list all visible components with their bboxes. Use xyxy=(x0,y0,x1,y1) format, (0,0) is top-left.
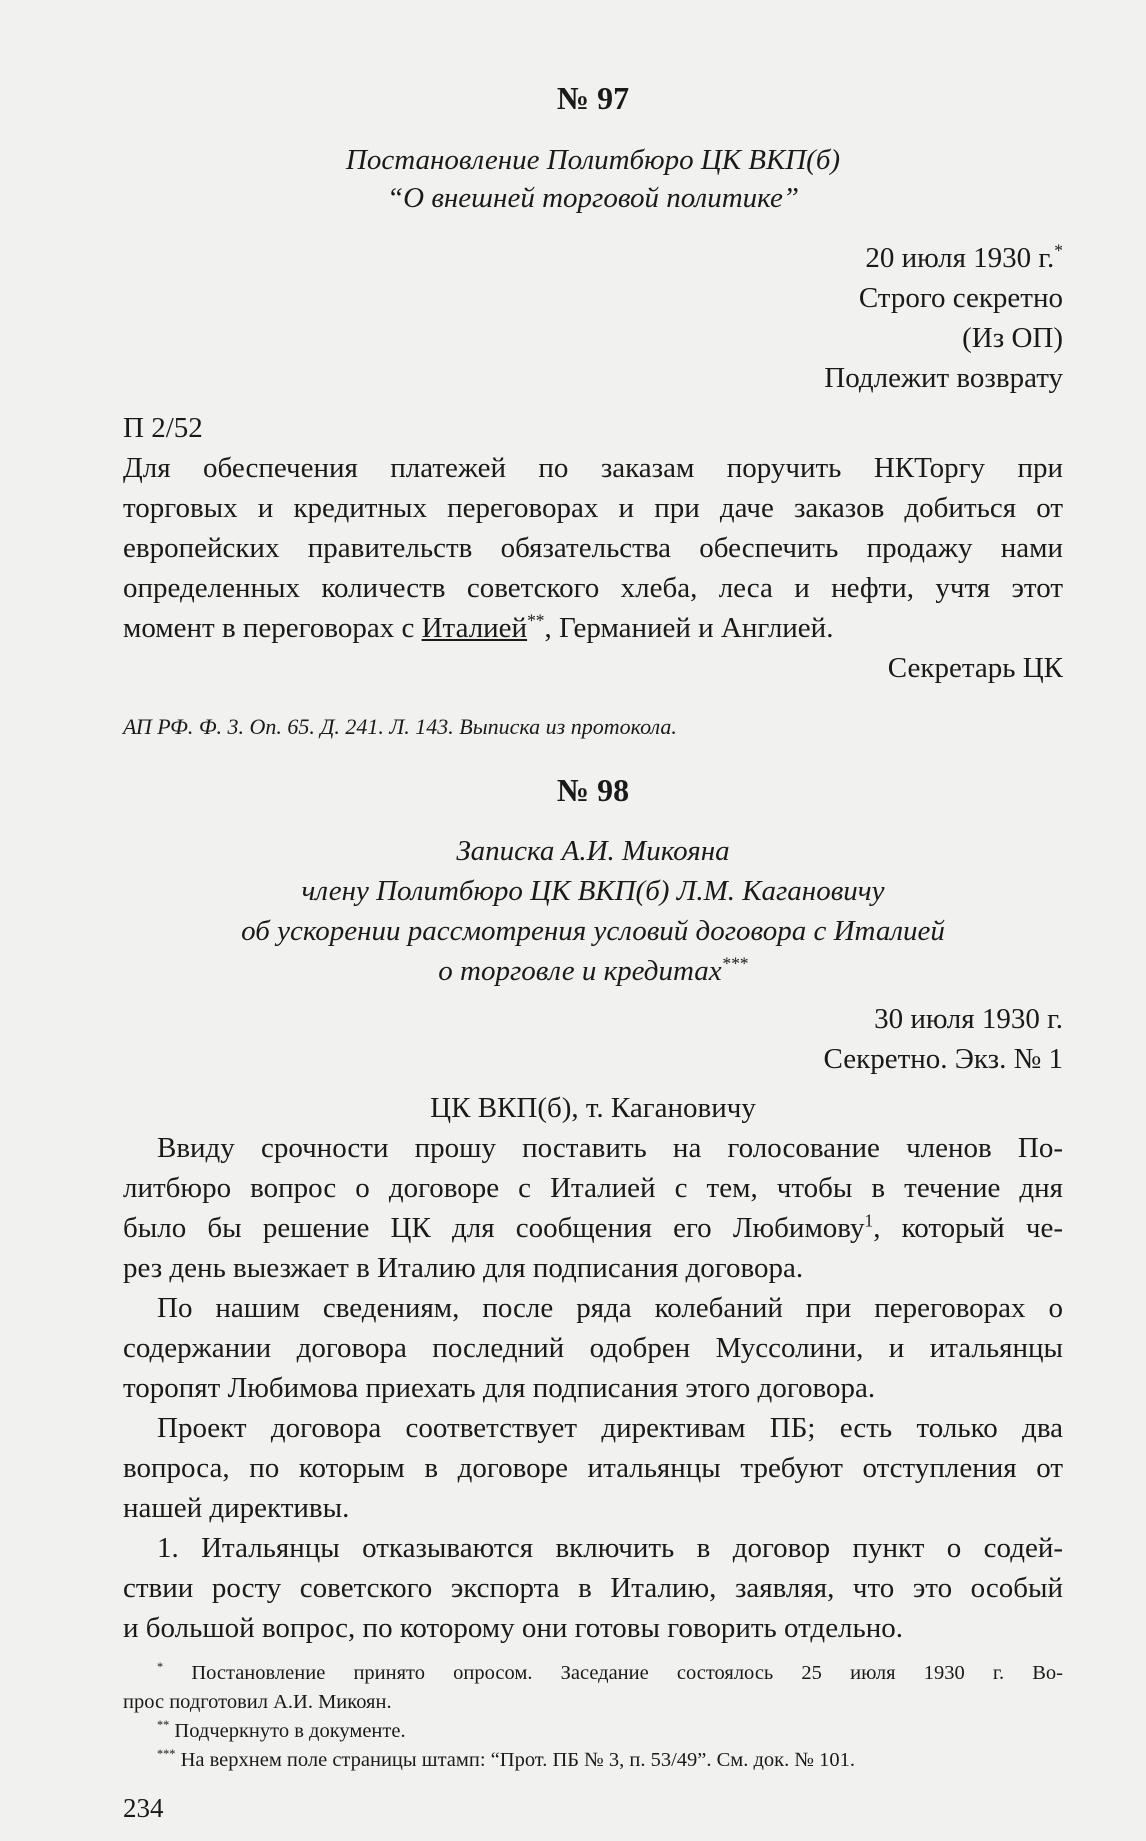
doc97-source: АП РФ. Ф. 3. Оп. 65. Д. 241. Л. 143. Выписка из протокола. xyxy=(123,714,677,739)
doc98-paragraph-line: рез день выезжает в Италию для подписания договора. xyxy=(123,1252,804,1284)
doc98-paragraph-line: 1. Итальянцы отказываются включить в договор пункт о содей- xyxy=(157,1532,1063,1564)
doc97-classification: Строго секретно xyxy=(858,282,1063,314)
doc97-origin: (Из ОП) xyxy=(962,322,1063,354)
doc98-paragraph-line: нашей директивы. xyxy=(123,1492,350,1524)
doc98-number: № 98 xyxy=(556,772,630,808)
doc98-title-line1: Записка А.И. Микояна xyxy=(456,835,730,867)
doc98-date: 30 июля 1930 г. xyxy=(874,1003,1063,1035)
footnote-1: * Постановление принято опросом. Заседание состоялось 25 июля 1930 г. Во- xyxy=(157,1660,1063,1684)
underlined-italy: Италией xyxy=(421,612,528,644)
doc98-paragraph-line: Проект договора соответствует директивам ПБ; есть только два xyxy=(157,1412,1063,1444)
doc97-paragraph-line: европейских правительств обязательства обеспечить продажу нами xyxy=(123,532,1063,564)
doc98-title-line3: об ускорении рассмотрения условий договора с Италией xyxy=(241,915,945,947)
doc98-paragraph-line: По нашим сведениям, после ряда колебаний при переговорах о xyxy=(157,1292,1063,1324)
doc98-classification: Секретно. Экз. № 1 xyxy=(823,1043,1063,1075)
footnote-3: *** На верхнем поле страницы штамп: “Прот. ПБ № 3, п. 53/49”. См. док. № 101. xyxy=(157,1747,855,1771)
footnote-1-cont: прос подготовил А.И. Микоян. xyxy=(123,1691,392,1713)
doc98-paragraph-line: литбюро вопрос о договоре с Италией с тем, чтобы в течение дня xyxy=(123,1172,1063,1204)
doc97-return-note: Подлежит возврату xyxy=(824,362,1063,394)
doc97-paragraph-line: торговых и кредитных переговорах и при даче заказов добиться от xyxy=(123,492,1063,524)
doc98-paragraph-line: торопят Любимова приехать для подписания этого договора. xyxy=(123,1372,876,1404)
doc97-paragraph-line: момент в переговорах с Италией**, Германией и Англией. xyxy=(123,610,834,644)
footnote-2: ** Подчеркнуто в документе. xyxy=(157,1718,406,1742)
doc98-paragraph-line: вопроса, по которым в договоре итальянцы требуют отступления от xyxy=(123,1452,1063,1484)
doc98-paragraph-line: содержании договора последний одобрен Муссолини, и итальянцы xyxy=(123,1332,1063,1364)
doc98-title-line4: о торговле и кредитах*** xyxy=(438,953,748,987)
doc97-number: № 97 xyxy=(556,80,630,116)
doc98-addressee: ЦК ВКП(б), т. Кагановичу xyxy=(430,1092,756,1124)
doc97-date: 20 июля 1930 г.* xyxy=(865,240,1063,274)
doc97-code: П 2/52 xyxy=(123,412,203,444)
doc97-title-line1: Постановление Политбюро ЦК ВКП(б) xyxy=(345,144,841,176)
doc97-paragraph-line: Для обеспечения платежей по заказам поручить НКТоргу при xyxy=(123,452,1063,484)
doc97-title-line2: “О внешней торговой политике” xyxy=(387,182,799,214)
doc97-paragraph-line: определенных количеств советского хлеба, леса и нефти, учтя этот xyxy=(123,572,1063,604)
doc97-signature: Секретарь ЦК xyxy=(887,652,1063,684)
doc98-paragraph-line: ствии росту советского экспорта в Италию, заявляя, что это особый xyxy=(123,1572,1063,1604)
footnotes xyxy=(123,0,1063,1841)
doc98-paragraph-line: Ввиду срочности прошу поставить на голосование членов По- xyxy=(157,1132,1063,1164)
doc98-paragraph-line: и большой вопрос, по которому они готовы говорить отдельно. xyxy=(123,1612,904,1644)
page-number: 234 xyxy=(123,1793,164,1823)
doc98-title-line2: члену Политбюро ЦК ВКП(б) Л.М. Кагановичу xyxy=(301,875,885,907)
doc98-paragraph-line: было бы решение ЦК для сообщения его Любимову$^1$, который че- xyxy=(123,1210,1063,1244)
